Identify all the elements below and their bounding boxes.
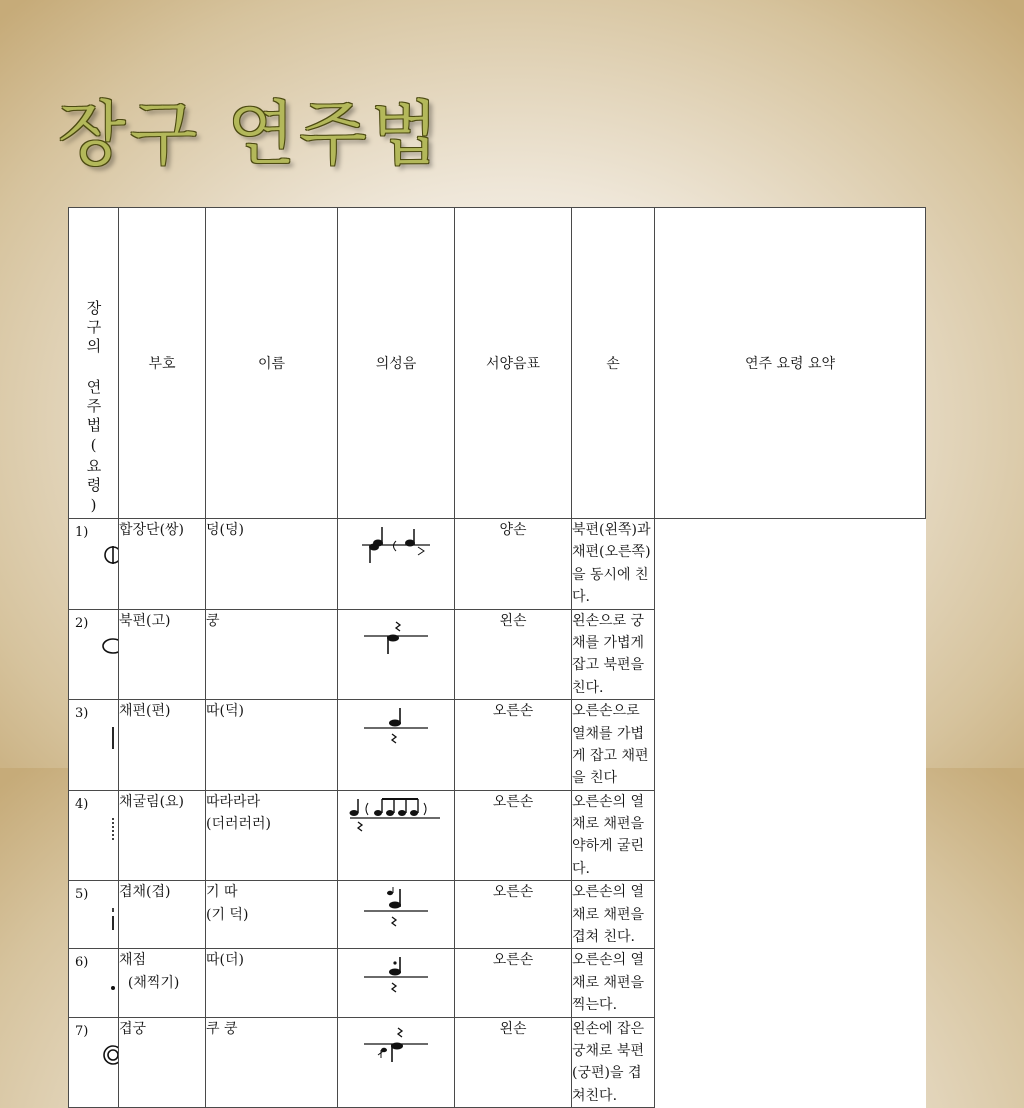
onomatopoeia-cell: 따라라라 (더러러러) (206, 790, 338, 881)
onomatopoeia-cell: 기 따 (기 덕) (206, 881, 338, 949)
dashed-vertical-line-icon (99, 816, 119, 842)
table-row (69, 881, 926, 949)
row-number: 6) (75, 955, 89, 971)
table-row (69, 700, 926, 791)
hand-cell: 왼손 (455, 1017, 572, 1108)
notation-stem-down-icon (356, 614, 436, 662)
summary-cell: 왼손에 잡은 궁채로 북편(궁편)을 겹쳐친다. (572, 1017, 655, 1108)
notation-grace-note-icon (356, 885, 436, 933)
side-label-cell (69, 208, 119, 519)
name-cell: 겹궁 (119, 1017, 206, 1108)
symbol-cell (69, 700, 119, 791)
notation-stem-up-icon (356, 704, 436, 752)
notation-chord-icon (356, 523, 436, 571)
circle-vertical-line-icon (99, 544, 119, 566)
onomatopoeia-cell: 따(덕) (206, 700, 338, 791)
notation-cell (338, 949, 455, 1017)
symbol-cell (69, 519, 119, 610)
row-number: 3) (75, 706, 89, 722)
symbol-cell (69, 949, 119, 1017)
summary-cell: 왼손으로 궁채를 가볍게 잡고 북편을 친다. (572, 609, 655, 700)
notation-cell (338, 609, 455, 700)
header-onomatopoeia: 의성음 (338, 208, 455, 519)
summary-cell: 북편(왼쪽)과 채편(오른쪽)을 동시에 친다. (572, 519, 655, 610)
symbol-cell (69, 881, 119, 949)
row-number: 5) (75, 887, 89, 903)
onomatopoeia-cell: 쿠 쿵 (206, 1017, 338, 1108)
table-header-row (69, 208, 926, 519)
symbol-cell (69, 1017, 119, 1108)
header-summary: 연주 요령 요약 (655, 208, 926, 519)
header-western-notation: 서양음표 (455, 208, 572, 519)
name-cell: 합장단(쌍) (119, 519, 206, 610)
notation-cell (338, 790, 455, 881)
notation-cell (338, 881, 455, 949)
notation-cell (338, 700, 455, 791)
name-cell: 채굴림(요) (119, 790, 206, 881)
dot-icon (99, 974, 119, 996)
hand-cell: 양손 (455, 519, 572, 610)
header-hand: 손 (572, 208, 655, 519)
header-name: 이름 (206, 208, 338, 519)
table-row (69, 519, 926, 610)
double-circle-icon (99, 1043, 119, 1067)
notation-double-stroke-icon (356, 1022, 436, 1070)
side-label: 장구의 연주법(요령) (84, 300, 103, 518)
hand-cell: 오른손 (455, 700, 572, 791)
hand-cell: 왼손 (455, 609, 572, 700)
onomatopoeia-cell: 쿵 (206, 609, 338, 700)
hand-cell: 오른손 (455, 949, 572, 1017)
hand-cell: 오른손 (455, 790, 572, 881)
slide-title: 장구 연주법 (58, 93, 443, 175)
name-cell: 북편(고) (119, 609, 206, 700)
notation-staccato-icon (356, 953, 436, 1001)
table-row (69, 790, 926, 881)
notation-cell (338, 1017, 455, 1108)
table-row (69, 609, 926, 700)
symbol-cell (69, 790, 119, 881)
name-cell: 채편(편) (119, 700, 206, 791)
notation-cell (338, 519, 455, 610)
name-cell: 채점 (채찍기) (119, 949, 206, 1017)
header-symbol: 부호 (119, 208, 206, 519)
table-row (69, 1017, 926, 1108)
table-row (69, 949, 926, 1017)
row-number: 2) (75, 615, 89, 631)
symbol-cell (69, 609, 119, 700)
onomatopoeia-cell: 덩(덩) (206, 519, 338, 610)
row-number: 7) (75, 1023, 89, 1039)
name-cell: 겹채(겹) (119, 881, 206, 949)
summary-cell: 오른손의 열채로 채편을 약하게 굴린다. (572, 790, 655, 881)
summary-cell: 오른손으로 열채를 가볍게 잡고 채편을 친다 (572, 700, 655, 791)
short-vertical-line-icon (99, 906, 119, 932)
circle-icon (99, 635, 119, 657)
row-number: 4) (75, 796, 89, 812)
onomatopoeia-cell: 따(더) (206, 949, 338, 1017)
hand-cell: 오른손 (455, 881, 572, 949)
vertical-line-icon (99, 725, 119, 751)
notation-roll-icon (348, 795, 444, 843)
janggu-technique-table (68, 207, 926, 1108)
summary-cell: 오른손의 열채로 채편을 겹쳐 친다. (572, 881, 655, 949)
summary-cell: 오른손의 열채로 채편을 찍는다. (572, 949, 655, 1017)
row-number: 1) (75, 525, 89, 540)
